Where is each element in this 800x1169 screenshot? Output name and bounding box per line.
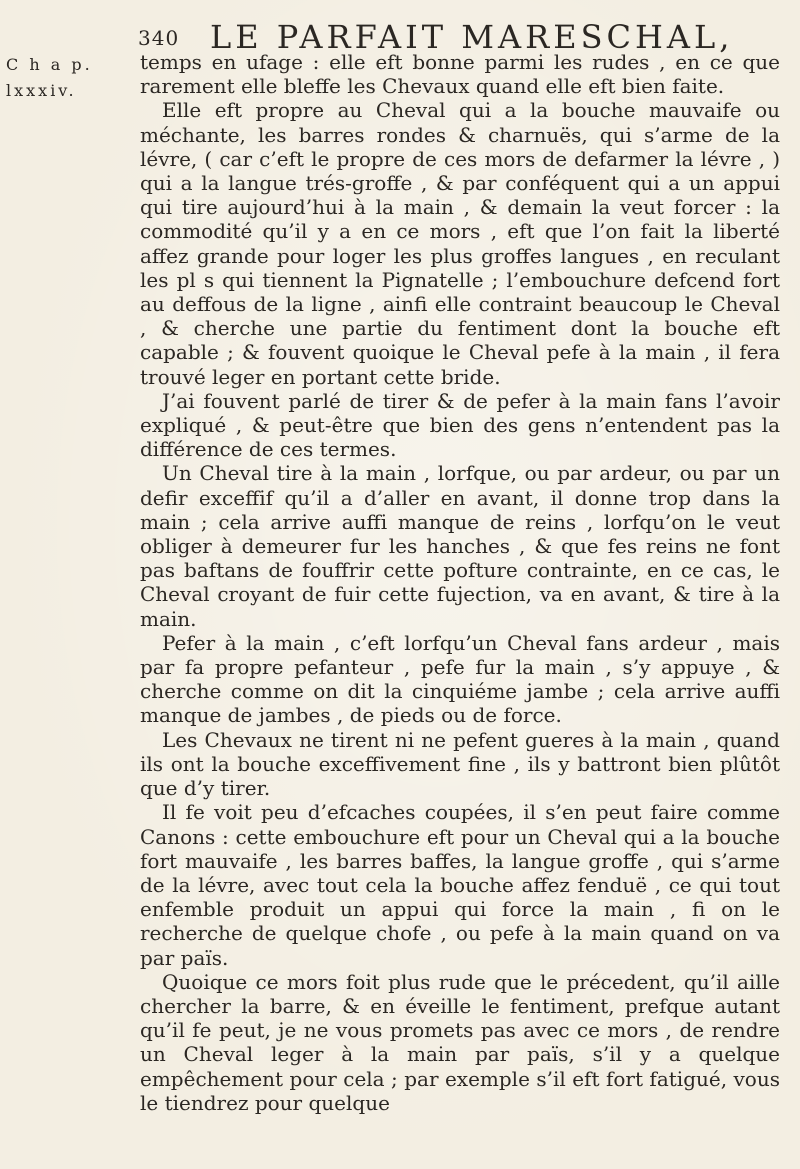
paragraph-4: Un Cheval tire à la main , lorfque, ou par ardeur, ou par un defir exceffif qu’il a d’aller en avant, il donne trop dans la main ; cela arrive auffi manque de reins , lorfqu’on le veut obliger à demeurer fur les hanches , & que fes reins ne font pas baftans de fouffrir cette pofture contrainte, en ce cas, le Cheval croyant de fuir cette fujection, va en avant, & tire à la main. [140, 461, 780, 631]
running-title: LE PARFAIT MARESCHAL, [210, 18, 734, 56]
paragraph-7: Il fe voit peu d’efcaches coupées, il s’en peut faire comme Canons : cette embouchure eft pour un Cheval qui a la bouche fort mauvaife , les barres baffes, la langue groffe , qui s’arme de la lévre, avec tout cela la bouche affez fenduë , ce qui tout enfemble produit un appui qui force la main , fi on le recherche de quelque chofe , ou pefe à la main quand on va par païs. [140, 800, 780, 970]
page-number: 340 [138, 26, 180, 50]
chapter-margin-note [6, 52, 134, 104]
chapter-label: C h a p. [6, 55, 93, 74]
paragraph-6: Les Chevaux ne tirent ni ne pefent gueres à la main , quand ils ont la bouche exceffivement fine , ils y battront bien plûtôt que d’y tirer. [140, 727, 780, 801]
paragraph-3: J’ai fouvent parlé de tirer & de pefer à la main fans l’avoir expliqué , & peut-être que bien des gens n’entendent pas la différence de ces termes. [140, 388, 780, 462]
chapter-number: lxxxiv. [6, 81, 77, 100]
paragraph-8: Quoique ce mors foit plus rude que le précedent, qu’il aille chercher la barre, & en éveille le fentiment, prefque autant qu’il fe peut, je ne vous promets pas avec ce mors , de rendre un Cheval leger à la main par païs, s’il y a quelque empêchement pour cela ; par exemple s’il eft fort fatigué, vous le tiendrez pour quelque [140, 969, 780, 1115]
paragraph-5: Pefer à la main , c’eft lorfqu’un Cheval fans ardeur , mais par fa propre pefanteur , pefe fur la main , s’y appuye , & cherche comme on dit la cinquiéme jambe ; cela arrive auffi manque de jambes , de pieds ou de force. [140, 630, 780, 728]
body-text [140, 50, 780, 1115]
paragraph-1: temps en ufage : elle eft bonne parmi les rudes , en ce que rarement elle bleffe les Chevaux quand elle eft bien faite. [140, 50, 780, 99]
paragraph-2: Elle eft propre au Cheval qui a la bouche mauvaife ou méchante, les barres rondes & charnuës, qui s’arme de la lévre, ( car c’eft le propre de ces mors de defarmer la lévre , ) qui a la langue trés-groffe , & par conféquent qui a un appui qui tire aujourd’hui à la main , & demain la veut forcer : la commodité qu’il y a en ce mors , eft que l’on fait la liberté affez grande pour loger les plus groffes langues , en reculant les pl s qui tiennent la Pignatelle ; l’embouchure defcend fort au deffous de la ligne , ainfi elle contraint beaucoup le Cheval , & cherche une partie du fentiment dont la bouche eft capable ; & fouvent quoique le Cheval pefe à la main , il fera trouvé leger en portant cette bride. [140, 98, 780, 389]
